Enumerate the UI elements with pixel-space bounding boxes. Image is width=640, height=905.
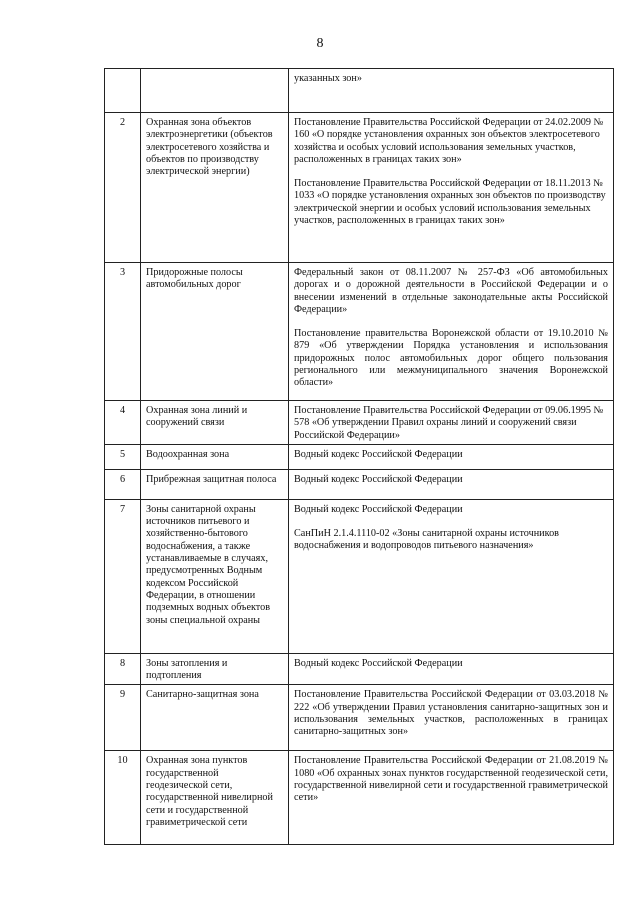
row-number: 8 [105,653,141,685]
legal-document: Водный кодекс Российской Федерации [294,657,463,669]
legal-basis [289,401,614,445]
page-number: 8 [316,36,324,51]
zone-name: Санитарно-защитная зона [141,685,289,751]
legal-basis [289,263,614,401]
zone-name: Прибрежная защитная полоса [141,469,289,499]
legal-document: Постановление Правительства Российской Федерации от 03.03.2018 № 222 «Об утверждении Правил установления санитарно-защитных зон и использования земельных участков, расположенных в границах санитарно-защитных зон» [294,689,608,738]
table-row [105,263,614,401]
table-row [105,401,614,445]
table-row [105,444,614,469]
zone-name: Зоны затопления и подтопления [141,653,289,685]
legal-basis [289,653,614,685]
table-row [105,69,614,113]
legal-basis [289,469,614,499]
legal-document: Водный кодекс Российской Федерации [294,503,463,515]
legal-document: Постановление Правительства Российской Федерации от 09.06.1995 № 578 «Об утверждении Правил охраны линий и сооружений связи Российской Федерации» [294,405,604,441]
row-number: 10 [105,751,141,845]
zones-table [104,68,614,845]
legal-basis [289,685,614,751]
row-number: 5 [105,444,141,469]
zone-name: Охранная зона пунктов государственной геодезической сети, государственной нивелирной сети и государственной гравиметрической сети [141,751,289,845]
table-row [105,113,614,263]
legal-document: Водный кодекс Российской Федерации [294,448,463,460]
zone-name: Охранная зона линий и сооружений связи [141,401,289,445]
row-number: 3 [105,263,141,401]
row-number: 7 [105,499,141,653]
table-row [105,469,614,499]
legal-basis [289,113,614,263]
legal-basis [289,751,614,845]
table-row [105,751,614,845]
legal-basis [289,499,614,653]
legal-document: указанных зон» [294,73,362,84]
zone-name: Придорожные полосы автомобильных дорог [141,263,289,401]
zone-name: Водоохранная зона [141,444,289,469]
legal-document: Водный кодекс Российской Федерации [294,473,463,485]
row-number: 2 [105,113,141,263]
legal-document: Постановление Правительства Российской Федерации от 24.02.2009 № 160 «О порядке установления охранных зон объектов электросетевого хозяйства и особых условий использования земельных участков, расположенных в границах таких зон» [294,117,604,165]
legal-document: Постановление правительства Воронежской области от 19.10.2010 № 879 «Об утверждении Порядка установления и использования придорожных полос автомобильных дорог общего пользования регионального или межмуниципального значения Воронежской области» [294,328,608,389]
legal-basis [289,444,614,469]
row-number: 4 [105,401,141,445]
zone-name: Зоны санитарной охраны источников питьевого и хозяйственно-бытового водоснабжения, а также устанавливаемые в случаях, предусмотренных Водным кодексом Российской Федерации, в отношении подземных водных объектов зоны специальной охраны [141,499,289,653]
table-row [105,685,614,751]
row-number: 6 [105,469,141,499]
table-row [105,653,614,685]
legal-document: Постановление Правительства Российской Федерации от 18.11.2013 № 1033 «О порядке установления охранных зон объектов по производству электрической энергии и особых условий использования земельных участков, расположенных в границах таких зон» [294,178,606,227]
legal-document: Федеральный закон от 08.11.2007 № 257-ФЗ «Об автомобильных дорогах и о дорожной деятельности в Российской Федерации и о внесении изменений в отдельные законодательные акты Российской Федерации» [294,267,608,315]
table-row [105,499,614,653]
legal-document: СанПиН 2.1.4.1110-02 «Зоны санитарной охраны источников водоснабжения и водопроводов питьевого назначения» [294,528,559,552]
zone-name: Охранная зона объектов электроэнергетики (объектов электросетевого хозяйства и объектов по производству электрической энергии) [141,113,289,263]
legal-document: Постановление Правительства Российской Федерации от 21.08.2019 № 1080 «Об охранных зонах пунктов государственной геодезической сети, государственной нивелирной сети и государственной гравиметрической сети» [294,755,608,804]
legal-basis [289,69,614,113]
zone-name [141,69,289,113]
row-number: 9 [105,685,141,751]
row-number [105,69,141,113]
